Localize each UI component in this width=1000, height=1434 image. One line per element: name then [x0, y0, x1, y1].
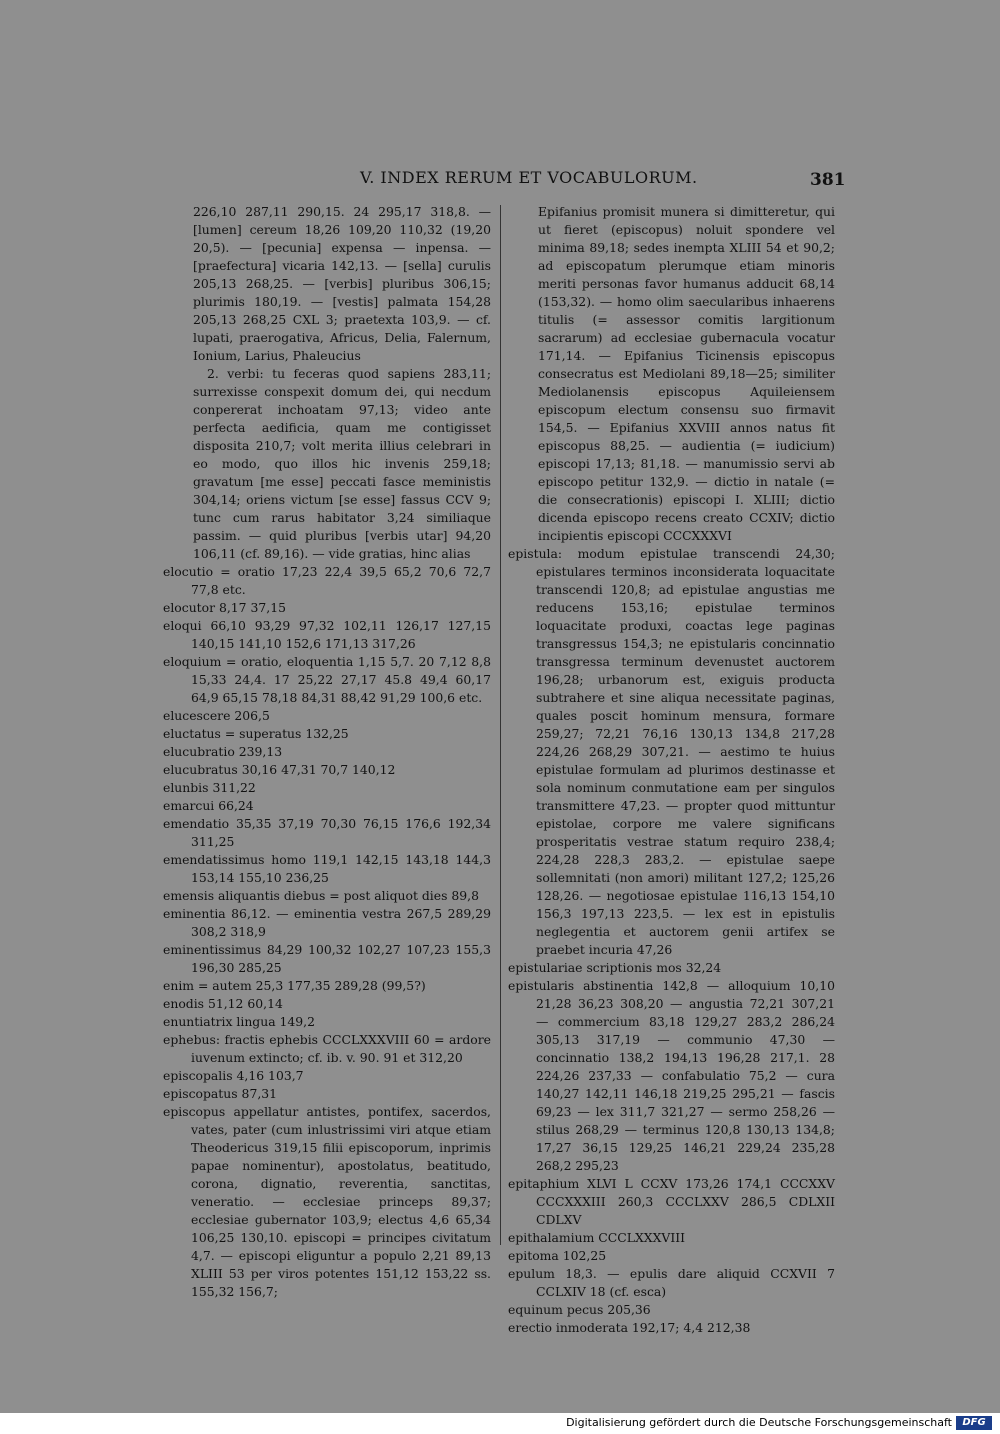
index-entry: elocutio = oratio 17,23 22,4 39,5 65,2 70,6 72,7 77,8 etc. [163, 564, 491, 597]
index-entry: epithalamium CCCLXXXVIII [508, 1230, 686, 1245]
index-entry: emendatio 35,35 37,19 70,30 76,15 176,6 192,34 311,25 [163, 816, 491, 849]
dfg-logo: DFG [956, 1416, 992, 1430]
index-entry: elunbis 311,22 [163, 780, 256, 795]
index-entry: eloqui 66,10 93,29 97,32 102,11 126,17 127,15 140,15 141,10 152,6 171,13 317,26 [163, 618, 491, 651]
index-entry: ephebus: fractis ephebis CCCLXXXVIII 60 = ardore iuvenum extincto; cf. ib. v. 90. 91 et 312,20 [163, 1032, 491, 1065]
running-header: V. INDEX RERUM ET VOCABULORUM. [360, 168, 698, 187]
index-entry: eloquium = oratio, eloquentia 1,15 5,7. 20 7,12 8,8 15,33 24,4. 17 25,22 27,17 45.8 49,4 60,17 64,9 65,15 78,18 84,31 88,42 91,29 100,6 etc. [163, 654, 491, 705]
index-entry: emarcui 66,24 [163, 798, 254, 813]
right-column [508, 203, 835, 1337]
index-entry: episcopus appellatur antistes, pontifex, sacerdos, vates, pater (cum inlustrissimi viri atque etiam Theodericus 319,15 filii episcoporum, inprimis papae nominentur), apostolatus, beatitudo, corona, dignatio, reverentia, sanctitas, veneratio. — ecclesiae princeps 89,37; ecclesiae gubernator 103,9; electus 4,6 65,34 106,25 130,10. episcopi = principes civitatum 4,7. — episcopi eliguntur a populo 2,21 89,13 XLIII 53 per viros potentes 151,12 153,22 ss. 155,32 156,7; [163, 1104, 491, 1299]
index-entry: episcopatus 87,31 [163, 1086, 278, 1101]
index-entry: elucubratio 239,13 [163, 744, 283, 759]
index-entry: eminentissimus 84,29 100,32 102,27 107,23 155,3 196,30 285,25 [163, 942, 491, 975]
index-entry: eminentia 86,12. — eminentia vestra 267,5 289,29 308,2 318,9 [163, 906, 491, 939]
page-number: 381 [810, 170, 846, 190]
index-entry: 2. verbi: tu feceras quod sapiens 283,11; surrexisse conspexit domum dei, qui necdum conpererat inchoatam 97,13; video ante perfecta aedificia, quam me contigisset disposita 210,7; volt merita illius celebrari in eo modo, quo illos hic invenis 259,18; gravatum [me esse] peccati fasce meministis 304,14; oriens victum [se esse] fassus CCV 9; tunc cum rarus habitator 3,24 similiaque passim. — quid pluribus [verbis utar] 94,20 106,11 (cf. 89,16). — vide gratias, hinc alias [193, 366, 491, 561]
index-entry: erectio inmoderata 192,17; 4,4 212,38 [508, 1320, 751, 1335]
index-entry: eluctatus = superatus 132,25 [163, 726, 349, 741]
index-entry: enim = autem 25,3 177,35 289,28 (99,5?) [163, 978, 426, 993]
index-entry: epulum 18,3. — epulis dare aliquid CCXVII 7 CCLXIV 18 (cf. esca) [508, 1266, 835, 1299]
index-entry: emendatissimus homo 119,1 142,15 143,18 144,3 153,14 155,10 236,25 [163, 852, 491, 885]
left-column [163, 203, 491, 1301]
index-entry: 226,10 287,11 290,15. 24 295,17 318,8. — [lumen] cereum 18,26 109,20 110,32 (19,20 20,5). — [pecunia] expensa — inpensa. — [praefectura] vicaria 142,13. — [sella] curulis 205,13 268,25. — [verbis] pluribus 306,15; plurimis 180,19. — [vestis] palmata 154,28 205,13 268,25 CXL 3; praetexta 103,9. — cf. lupati, praerogativa, Africus, Delia, Falernum, Ionium, Larius, Phaleucius [193, 204, 491, 363]
index-entry: elocutor 8,17 37,15 [163, 600, 286, 615]
index-entry: epistulariae scriptionis mos 32,24 [508, 960, 722, 975]
index-entry: epitaphium XLVI L CCXV 173,26 174,1 CCCXXV CCCXXXIII 260,3 CCCLXXV 286,5 CDLXII CDLXV [508, 1176, 835, 1227]
index-entry: enuntiatrix lingua 149,2 [163, 1014, 316, 1029]
index-entry: enodis 51,12 60,14 [163, 996, 283, 1011]
index-entry: elucubratus 30,16 47,31 70,7 140,12 [163, 762, 396, 777]
column-divider [500, 205, 501, 1245]
index-entry: emensis aliquantis diebus = post aliquot dies 89,8 [163, 888, 479, 903]
footer-text: Digitalisierung gefördert durch die Deutsche Forschungsgemeinschaft [566, 1416, 952, 1429]
index-entry: episcopalis 4,16 103,7 [163, 1068, 304, 1083]
index-entry: Epifanius promisit munera si dimitteretur, qui ut fieret (episcopus) noluit spondere vel minima 89,18; sedes inempta XLIII 54 et 90,2; ad episcopatum plerumque etiam minoris meriti personas favor humanus adducit 68,14 (153,32). — homo olim saecularibus inhaerens titulis (= assessor comitis largitionum sacrarum) ad ecclesiae gubernacula vocatur 171,14. — Epifanius Ticinensis episcopus consecratus est Mediolani 89,18—25; similiter Mediolanensis episcopus Aquileiensem episcopum electum consensu suo firmavit 154,5. — Epifanius XXVIII annos natus fit episcopus 88,25. — audientia (= iudicium) episcopi 17,13; 81,18. — manumissio servi ab episcopo petitur 132,9. — dictio in natale (= die consecrationis) episcopi I. XLIII; dictio dicenda episcopo recens creato CCXIV; dictio incipientis episcopi CCCXXXVI [538, 204, 835, 543]
index-entry: equinum pecus 205,36 [508, 1302, 651, 1317]
index-entry: epistula: modum epistulae transcendi 24,30; epistulares terminos inconsiderata loquacitate transcendi 120,8; ad epistulae angustias me reducens 153,16; epistulae terminos loquacitate produxi, coactas lege paginas transgressus 154,3; ne epistularis concinnatio transgressa terminum devenustet auctorem 196,28; urbanorum est, exiguis producta subtrahere et sine aliqua necessitate paginas, quales poscit hominum mensura, formare 259,27; 72,21 76,16 130,13 134,8 217,28 224,26 268,29 307,21. — aestimo te huius epistulae formulam ad plurimos destinasse et sola nominum conmutatione eam per singulos transmittere 47,23. — propter quod mittuntur epistolae, corpore me valere significans prosperitatis vestrae statum requiro 238,4; 224,28 228,3 283,2. — epistulae saepe sollemnitati (non amori) militant 127,2; 125,26 128,26. — negotiosae epistulae 116,13 154,10 156,3 197,13 223,5. — lex est in epistulis neglegentia et auctorem genii artifex se praebet incuria 47,26 [508, 546, 835, 957]
funding-footer [0, 1413, 1000, 1434]
index-entry: epistularis abstinentia 142,8 — alloquium 10,10 21,28 36,23 308,20 — angustia 72,21 307,21 — commercium 83,18 129,27 283,2 286,24 305,13 317,19 — communio 47,30 — concinnatio 138,2 194,13 196,28 217,1. 28 224,26 237,33 — confabulatio 75,2 — cura 140,27 142,11 146,18 219,25 295,21 — fascis 69,23 — lex 311,7 321,27 — sermo 258,26 — stilus 268,29 — terminus 120,8 130,13 134,8; 17,27 36,15 129,25 146,21 229,24 235,28 268,2 295,23 [508, 978, 835, 1173]
index-entry: epitoma 102,25 [508, 1248, 607, 1263]
index-entry: elucescere 206,5 [163, 708, 270, 723]
